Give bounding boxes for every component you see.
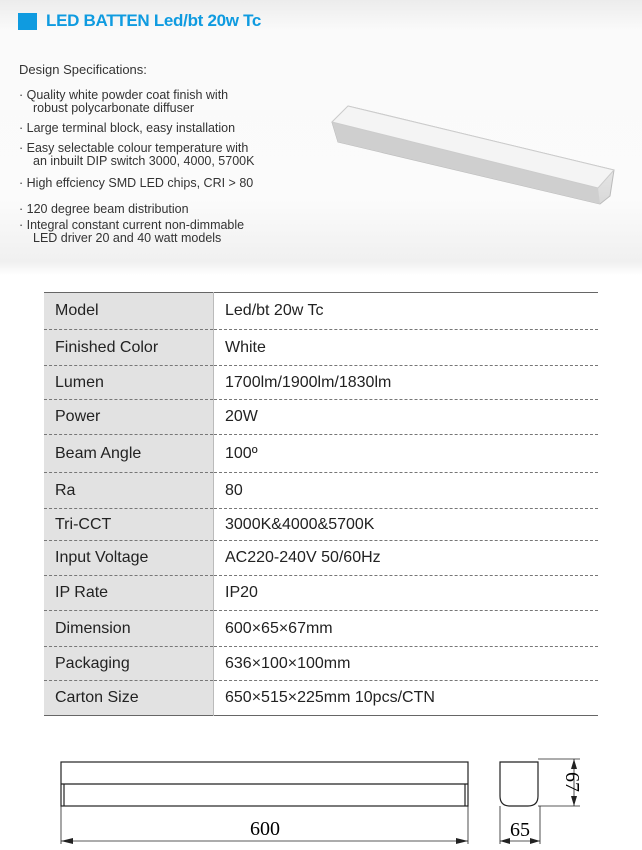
design-spec-label: Design Specifications: <box>19 62 147 77</box>
spec-label: Finished Color <box>44 330 214 366</box>
spec-value: 3000K&4000&5700K <box>214 509 599 541</box>
spec-label: Carton Size <box>44 681 214 716</box>
spec-value: 20W <box>214 400 599 435</box>
length-dimension: 600 <box>250 818 280 840</box>
spec-value: 636×100×100mm <box>214 647 599 681</box>
spec-value: IP20 <box>214 576 599 611</box>
spec-value: 650×515×225mm 10pcs/CTN <box>225 689 435 706</box>
spec-value: Led/bt 20w Tc <box>214 293 599 330</box>
title-marker <box>18 13 37 30</box>
spec-bullet <box>19 122 235 135</box>
spec-value: 80 <box>214 473 599 509</box>
table-row <box>44 293 598 330</box>
spec-label: IP Rate <box>44 576 214 611</box>
table-row <box>44 330 598 366</box>
bullet-line: an inbuilt DIP switch 3000, 4000, 5700K <box>33 154 255 168</box>
bullet-line: robust polycarbonate diffuser <box>33 101 194 115</box>
spec-label: Model <box>44 293 214 330</box>
bullet-line: · 120 degree beam distribution <box>19 202 189 216</box>
table-row <box>44 647 598 681</box>
table-row <box>44 509 598 541</box>
spec-value: 600×65×67mm <box>214 611 599 647</box>
dimension-drawing <box>0 740 642 850</box>
spec-bullet <box>19 142 254 168</box>
table-row <box>44 611 598 647</box>
page-title: LED BATTEN Led/bt 20w Tc <box>46 11 262 30</box>
table-row <box>44 576 598 611</box>
bullet-line: · Large terminal block, easy installation <box>19 121 236 135</box>
spec-label: Tri-CCT <box>44 509 214 541</box>
spec-label: Power <box>44 400 214 435</box>
bullet-line: · Easy selectable colour temperature with <box>19 141 249 155</box>
spec-value: 1700lm/1900lm/1830lm <box>214 366 599 400</box>
bullet-line: · Quality white powder coat finish with <box>19 88 229 102</box>
table-row <box>44 473 598 509</box>
spec-label: Lumen <box>44 366 214 400</box>
spec-value: 100º <box>214 435 599 473</box>
spec-label: Beam Angle <box>44 435 214 473</box>
table-row <box>44 366 598 400</box>
spec-bullet <box>19 219 244 245</box>
spec-label: Ra <box>44 473 214 509</box>
spec-table <box>44 292 598 716</box>
width-dimension: 65 <box>510 819 530 841</box>
table-row <box>44 541 598 576</box>
table-row <box>44 435 598 473</box>
spec-label: Packaging <box>44 647 214 681</box>
bullet-line: LED driver 20 and 40 watt models <box>33 231 222 245</box>
spec-value: White <box>214 330 599 366</box>
spec-bullet <box>19 177 253 190</box>
spec-value: AC220-240V 50/60Hz <box>214 541 599 576</box>
height-dimension: 67 <box>561 772 583 792</box>
bullet-line: · High effciency SMD LED chips, CRI > 80 <box>19 176 254 190</box>
product-image <box>318 92 618 210</box>
table-row <box>44 400 598 435</box>
spec-label: Input Voltage <box>44 541 214 576</box>
table-row <box>44 681 598 716</box>
spec-label: Dimension <box>44 611 214 647</box>
spec-bullet <box>19 89 228 115</box>
bullet-line: · Integral constant current non-dimmable <box>19 218 245 232</box>
spec-bullet <box>19 203 189 216</box>
